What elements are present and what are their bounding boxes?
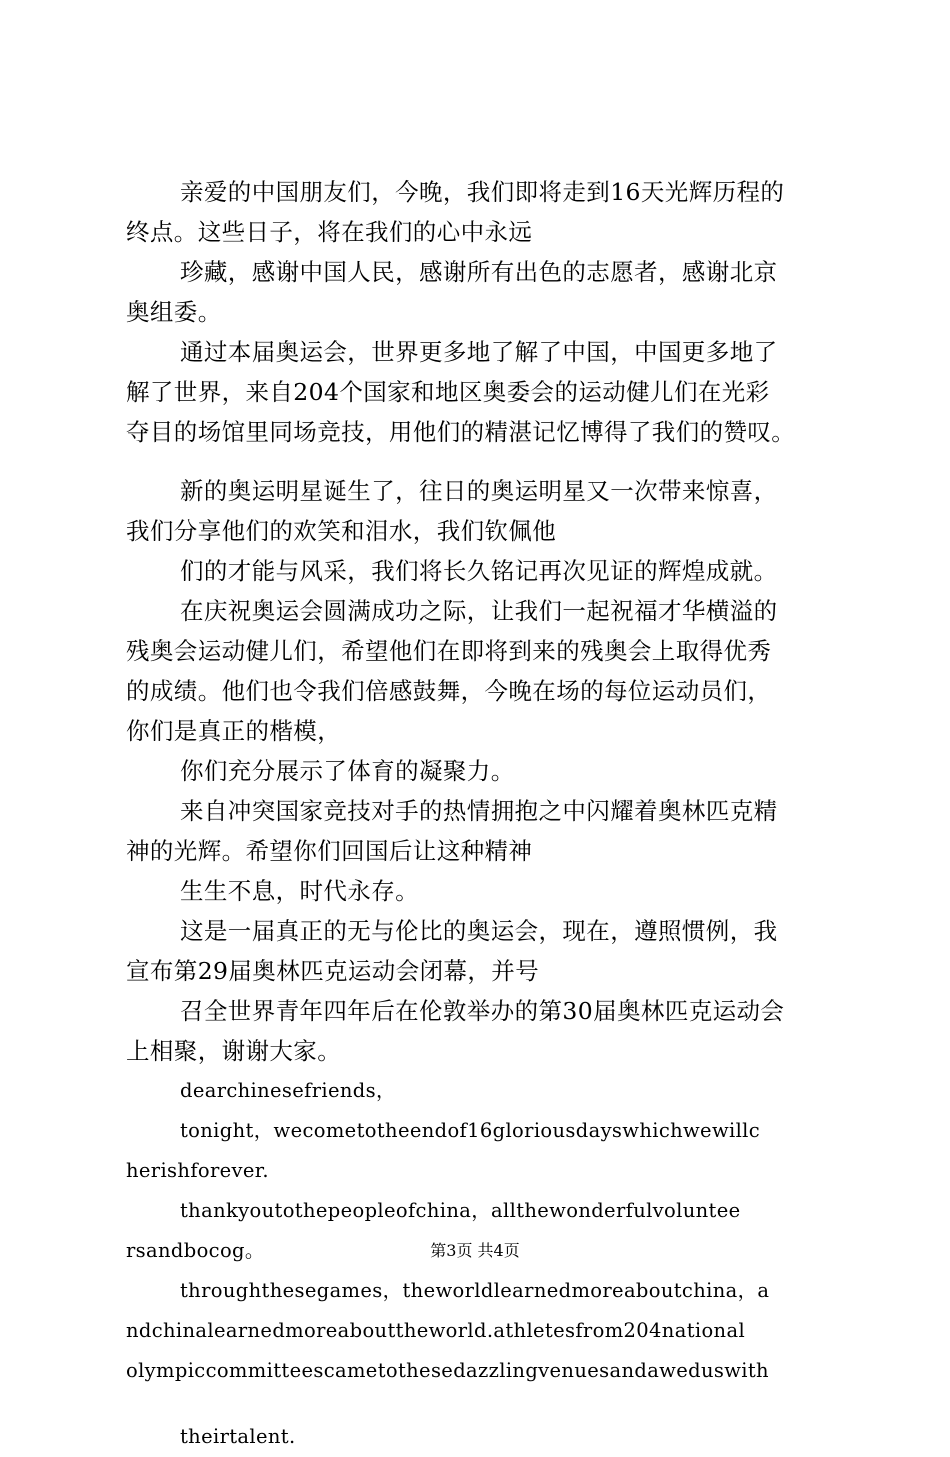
- paragraph-line: 来自冲突国家竞技对手的热情拥抱之中闪耀着奥林匹克精: [180, 797, 778, 825]
- paragraph-gap: [126, 1391, 832, 1417]
- paragraph-line: 残奥会运动健儿们，希望他们在即将到来的残奥会上取得优秀: [126, 637, 772, 665]
- paragraph-line: 我们分享他们的欢笑和泪水，我们钦佩他: [126, 517, 557, 545]
- english-line: throughthesegames，theworldlearnedmoreaboutchina，a: [180, 1279, 770, 1302]
- paragraph-line: 这是一届真正的无与伦比的奥运会，现在，遵照惯例，我: [180, 917, 778, 945]
- paragraph-line: 宣布第29届奥林匹克运动会闭幕，并号: [126, 957, 540, 985]
- paragraph-line: 奥组委。: [126, 298, 222, 326]
- page-number-footer: 第3页 共4页: [430, 1241, 520, 1260]
- english-line: rsandbocog。: [126, 1239, 265, 1262]
- paragraph-line: 新的奥运明星诞生了，往日的奥运明星又一次带来惊喜，: [180, 477, 778, 505]
- paragraph-line: 们的才能与风采，我们将长久铭记再次见证的辉煌成就。: [180, 557, 778, 585]
- paragraph-line: 珍藏，感谢中国人民，感谢所有出色的志愿者，感谢北京: [180, 258, 778, 286]
- english-line: thankyoutothepeopleofchina，allthewonderfulvoluntee: [180, 1199, 741, 1222]
- paragraph-line: 的成绩。他们也令我们倍感鼓舞，今晚在场的每位运动员们，: [126, 677, 772, 705]
- english-line: dearchinesefriends，: [180, 1079, 396, 1102]
- paragraph-line: 亲爱的中国朋友们，今晚，我们即将走到16天光辉历程的: [180, 178, 785, 206]
- paragraph-line: 解了世界，来自204个国家和地区奥委会的运动健儿们在光彩: [126, 378, 770, 406]
- english-line: tonight，wecometotheendof16gloriousdayswhichwewillc: [180, 1119, 761, 1142]
- paragraph-gap: [126, 452, 832, 471]
- english-line: herishforever.: [126, 1159, 269, 1182]
- paragraph-line: 召全世界青年四年后在伦敦举办的第30届奥林匹克运动会: [180, 997, 785, 1025]
- paragraph-line: 夺目的场馆里同场竞技，用他们的精湛记忆博得了我们的赞叹。: [126, 418, 796, 446]
- document-body: [126, 172, 832, 1457]
- paragraph-line: 在庆祝奥运会圆满成功之际，让我们一起祝福才华横溢的: [180, 597, 778, 625]
- english-line: olympiccommitteescametothesedazzlingvenuesandaweduswith: [126, 1359, 769, 1382]
- paragraph-line: 你们充分展示了体育的凝聚力。: [180, 757, 515, 785]
- english-line: theirtalent.: [180, 1425, 296, 1448]
- paragraph-line: 你们是真正的楷模，: [126, 717, 342, 745]
- paragraph-line: 生生不息，时代永存。: [180, 877, 419, 905]
- paragraph-line: 通过本届奥运会，世界更多地了解了中国，中国更多地了: [180, 338, 778, 366]
- paragraph-line: 终点。这些日子，将在我们的心中永远: [126, 218, 533, 246]
- english-line: ndchinalearnedmoreabouttheworld.athletesfrom204national: [126, 1319, 746, 1342]
- paragraph-line: 上相聚，谢谢大家。: [126, 1037, 342, 1065]
- paragraph-line: 神的光辉。希望你们回国后让这种精神: [126, 837, 533, 865]
